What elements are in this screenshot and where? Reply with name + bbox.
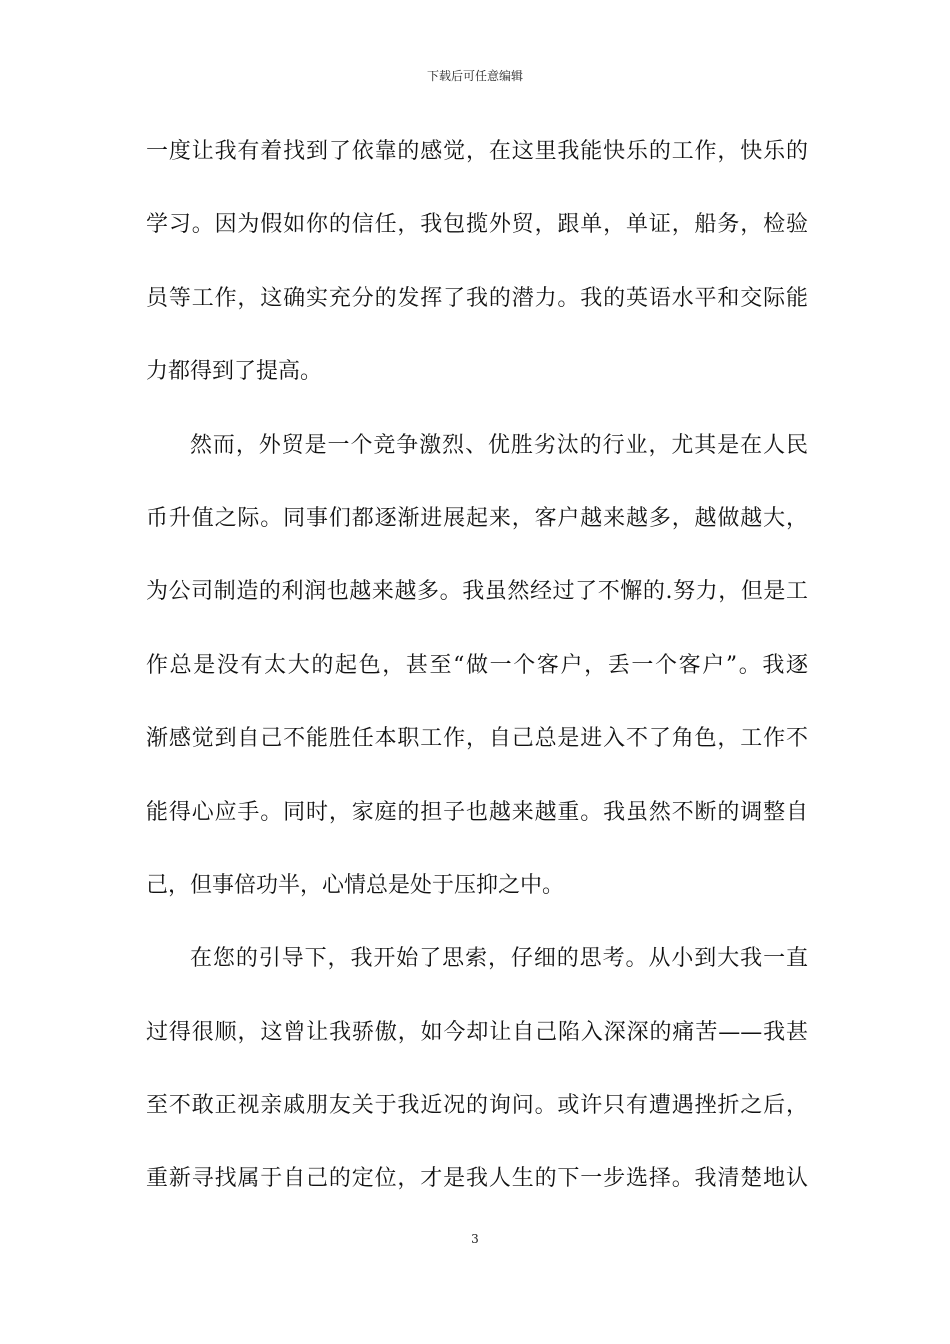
page-header: 下载后可任意编辑 [426, 69, 523, 83]
text-line: 币升值之际。同事们都逐渐进展起来，客户越来越多，越做越大， [146, 505, 808, 531]
text-line: 重新寻找属于自己的定位，才是我人生的下一步选择。我清楚地认 [146, 1166, 808, 1192]
text-line: 力都得到了提高。 [146, 359, 323, 385]
text-line: 作总是没有太大的起色，甚至“做一个客户，丢一个客户”。我逐 [146, 652, 808, 678]
text-line: 为公司制造的利润也越来越多。我虽然经过了不懈的.努力，但是工 [146, 579, 808, 605]
page-number: 3 [471, 1232, 479, 1246]
text-line: 己，但事倍功半，心情总是处于压抑之中。 [146, 872, 565, 898]
text-line: 一度让我有着找到了依靠的感觉，在这里我能快乐的工作，快乐的 [146, 139, 808, 164]
text-line: 至不敢正视亲戚朋友关于我近况的询问。或许只有遭遇挫折之后， [146, 1093, 808, 1119]
text-line: 渐感觉到自己不能胜任本职工作，自己总是进入不了角色，工作不 [146, 726, 808, 752]
document-body [146, 130, 808, 1231]
text-line: 过得很顺，这曾让我骄傲，如今却让自己陷入深深的痛苦——我甚 [146, 1019, 808, 1045]
text-line: 学习。因为假如你的信任，我包揽外贸，跟单，单证，船务，检验 [146, 212, 808, 238]
text-line: 员等工作，这确实充分的发挥了我的潜力。我的英语水平和交际能 [146, 285, 808, 311]
text-line: 在您的引导下，我开始了思索，仔细的思考。从小到大我一直 [190, 946, 808, 972]
text-line: 能得心应手。同时，家庭的担子也越来越重。我虽然不断的调整自 [146, 799, 808, 825]
text-line: 然而，外贸是一个竞争激烈、优胜劣汰的行业，尤其是在人民 [190, 432, 808, 458]
